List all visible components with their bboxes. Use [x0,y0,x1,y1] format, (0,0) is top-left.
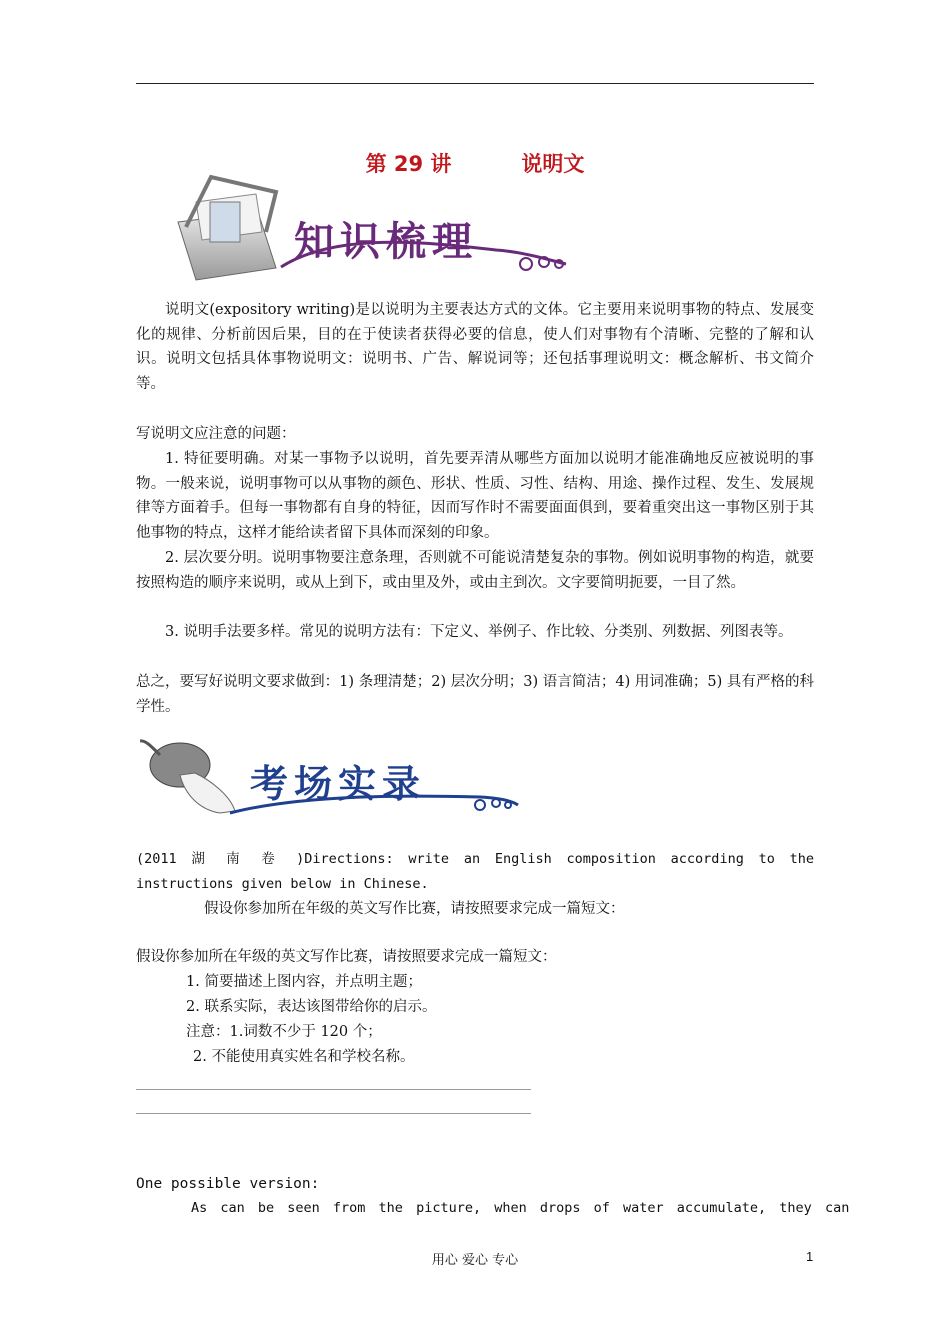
exam-prompt: 假设你参加所在年级的英文写作比赛，请按照要求完成一篇短文： [136,949,557,965]
lecture-number: 第 29 讲 [365,152,452,176]
exam-note: 注意：1.词数不少于 120 个； [186,1024,382,1040]
answer-blank-line [136,1113,531,1114]
answer-heading: One possible version: [136,1176,320,1192]
notes-heading: 写说明文应注意的问题： [136,426,296,442]
exam-directions: (2011 湖 南 卷 )Directions: write an English composition according to the instructions given below in Chinese. [136,851,814,892]
header-rule [136,83,814,84]
answer-blank-line [136,1089,531,1090]
exam-banner [140,735,520,827]
answer-first-line: As can be seen from the picture, when drops of water accumulate, they can [191,1200,850,1216]
note-item-3: 3. 说明手法要多样。常见的说明方法有：下定义、举例子、作比较、分类别、列数据、列图表等。 [165,624,793,640]
exam-prompt-indented: 假设你参加所在年级的英文写作比赛，请按照要求完成一篇短文： [204,901,625,917]
footer-motto: 用心 爱心 专心 [431,1253,519,1268]
knowledge-banner-text: 知识梳理 [294,219,478,265]
exam-note-2: 2. 不能使用真实姓名和学校名称。 [193,1049,415,1065]
note-item-1: 1. 特征要明确。对某一事物予以说明，首先要弄清从哪些方面加以说明才能准确地反应被说明的事物。一般来说，说明事物可以从事物的颜色、形状、性质、习性、结构、用途、操作过程、发生、发展规律等方面着手。但每一事物都有自身的特征，因而写作时不需要面面俱到，要着重突出这一事物区别于其他事物的特点，这样才能给读者留下具体而深刻的印象。 [136,451,814,541]
summary-paragraph: 总之，要写好说明文要求做到：1) 条理清楚；2) 层次分明；3) 语言简洁；4) 用词准确；5) 具有严格的科学性。 [136,674,814,715]
exam-banner-text: 考场实录 [250,762,427,806]
exam-item-2: 2. 联系实际，表达该图带给你的启示。 [186,999,437,1015]
lecture-topic: 说明文 [521,152,585,176]
intro-paragraph: 说明文(expository writing)是以说明为主要表达方式的文体。它主要用来说明事物的特点、发展变化的规律、分析前因后果，目的在于使读者获得必要的信息，使人们对事物有个清晰、完整的了解和认识。说明文包括具体事物说明文：说明书、广告、解说词等；还包括事理说明文：概念解析、书文简介等。 [136,302,814,392]
exam-item-1: 1. 简要描述上图内容，并点明主题； [186,974,422,990]
note-item-2: 2. 层次要分明。说明事物要注意条理，否则就不可能说清楚复杂的事物。例如说明事物的构造，就要按照构造的顺序来说明，或从上到下，或由里及外，或由主到次。文字要简明扼要，一目了然。 [136,550,814,591]
page-number: 1 [806,1249,814,1264]
knowledge-banner [166,172,576,284]
